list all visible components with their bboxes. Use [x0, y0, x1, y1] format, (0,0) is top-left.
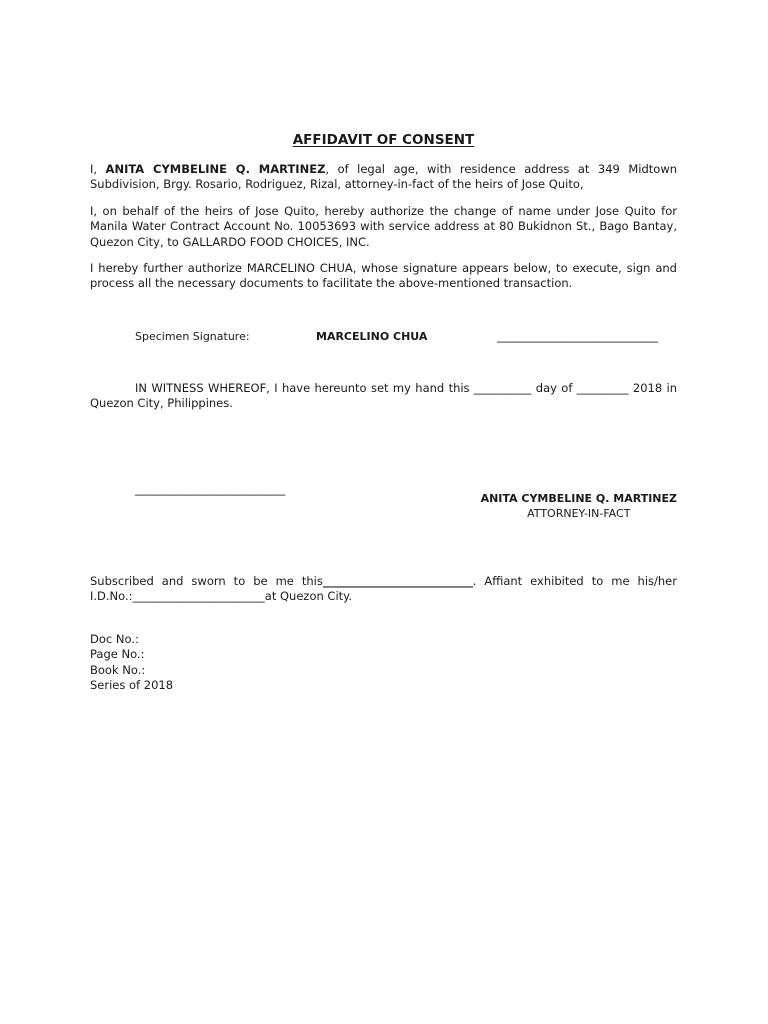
series-label: Series of 2018: [90, 678, 174, 693]
book-no-label: Book No.:: [90, 662, 146, 677]
signatory-block: [481, 492, 677, 521]
witness-text: IN WITNESS WHEREOF, I have hereunto set my hand this __________ day of _________ 2018 in Quezon City, Philippines.: [90, 381, 677, 411]
specimen-signature-line: ______________________________: [497, 329, 658, 343]
document-title: AFFIDAVIT OF CONSENT: [292, 132, 475, 148]
paragraph-affiant-rest: , of legal age, with residence address at 349 Midtown Subdivision, Brgy. Rosario, Rodriguez, Rizal, attorney-in-fact of the heirs of Jose Quito,: [90, 162, 678, 192]
paragraph-affiant-lead: I,: [90, 162, 106, 176]
sworn-lead: Subscribed and sworn to be me this: [90, 574, 323, 588]
sworn-date-blank: ____________________________: [322, 574, 473, 588]
document-page: [90, 0, 677, 1024]
paragraph-authorization: I, on behalf of the heirs of Jose Quito, hereby authorize the change of name under Jose Quito for Manila Water Contract Account No. 10053693 with service address at 80 Bukidnon St., Bago Bantay, Quezon City, to GALLARDO FOOD CHOICES, INC.: [90, 204, 677, 249]
doc-no-label: Doc No.:: [90, 632, 139, 646]
paragraph-witness: [90, 381, 677, 412]
specimen-signature-label: Specimen Signature:: [135, 330, 250, 343]
paragraph-subscribed-sworn: [90, 574, 677, 605]
signatory-title: ATTORNEY-IN-FACT: [527, 506, 631, 520]
page-no-label: Page No.:: [90, 647, 145, 662]
signatory-name: ANITA CYMBELINE Q. MARTINEZ: [480, 492, 677, 505]
signature-line: ____________________________: [135, 482, 285, 496]
specimen-signature-name: MARCELINO CHUA: [316, 330, 428, 343]
specimen-signature-row: [90, 329, 677, 345]
sworn-rest: . Affiant exhibited to me his/her I.D.No.:_______________________at Quezon City.: [90, 574, 677, 604]
affiant-name: ANITA CYMBELINE Q. MARTINEZ: [105, 162, 326, 176]
paragraph-further-authorization: I hereby further authorize MARCELINO CHUA, whose signature appears below, to execute, sign and process all the necessary documents to facilitate the above-mentioned transaction.: [90, 261, 677, 291]
notarial-register-list: [90, 632, 173, 694]
paragraph-affiant: [90, 162, 677, 193]
